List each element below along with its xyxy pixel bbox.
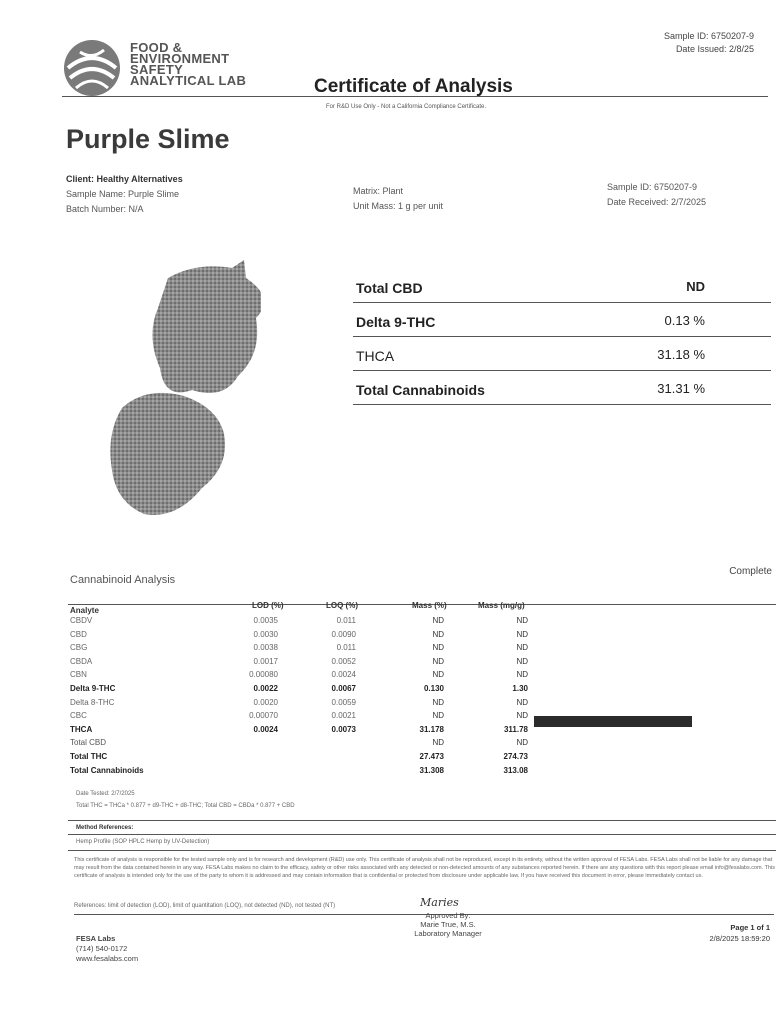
references: References: limit of detection (LOD), limit of quantitation (LOQ), not detected (ND), not tested (NT) <box>74 903 336 909</box>
cell-analyte: CBC <box>70 711 87 721</box>
cell-analyte: CBDA <box>70 656 93 666</box>
approval-block <box>412 911 484 938</box>
cell-mass-mg: ND <box>516 643 528 653</box>
lab-name-line: SAFETY <box>130 62 184 77</box>
cell-mass-pct: ND <box>432 629 444 639</box>
cell-mass-pct: ND <box>432 656 444 666</box>
column-header-mass-mg: Mass (mg/g) <box>478 601 525 610</box>
cell-lod: 0.0030 <box>253 629 278 639</box>
cell-mass-mg: ND <box>516 697 528 707</box>
cell-mass-mg: 1.30 <box>512 684 528 693</box>
certificate-subtitle: For R&D Use Only - Not a California Compliance Certificate. <box>326 104 487 110</box>
disclaimer: This certificate of analysis is responsible for the tested sample only and is for research and development (R&D) use only. This certificate of analysis shall not be reproduced, except in its entirety, without the written approval of FESA Labs. FESA Labs shall not be liable for any damage that may result from the data contained herein in any way. FESA Labs makes no claim to the efficacy, safety or other risks associated with any detected or non-detected amounts of any substances reported herein. If there are any questions with this report please email info@fesalabs.com. This certificate of analysis is intended only for the use of the party to whom it is addressed and may contain information that is confidential or protected from disclosure under applicable law. If you have received this document in error, please immediately contact us. <box>74 857 775 879</box>
summary-label: THCA <box>356 348 395 364</box>
cell-mass-mg: ND <box>516 629 528 639</box>
cell-mass-pct: 31.308 <box>419 765 444 775</box>
summary-row <box>353 336 771 371</box>
status-badge: Complete <box>729 566 772 577</box>
cell-mass-pct: 31.178 <box>419 724 444 734</box>
lab-contact <box>76 934 138 964</box>
column-header-loq: LOQ (%) <box>326 601 358 610</box>
cell-loq: 0.0059 <box>331 697 356 707</box>
cell-loq: 0.011 <box>336 643 356 653</box>
summary-label: Delta 9-THC <box>356 314 436 330</box>
summary-value: 31.31 % <box>657 381 705 396</box>
unit-mass: Unit Mass: 1 g per unit <box>353 201 444 211</box>
method-text: Hemp Profile (SOP HPLC Hemp by UV-Detection) <box>76 839 210 845</box>
cell-loq: 0.011 <box>336 616 356 625</box>
summary-value: ND <box>686 279 705 294</box>
cell-mass-mg: ND <box>516 738 528 748</box>
lab-name-line: ANALYTICAL LAB <box>130 73 247 88</box>
report-timestamp: 2/8/2025 18:59:20 <box>709 934 770 943</box>
cell-mass-mg: 313.08 <box>503 765 528 775</box>
summary-value: 31.18 % <box>657 347 705 362</box>
redaction-bar <box>534 716 692 727</box>
cell-mass-mg: 274.73 <box>503 752 528 761</box>
lab-name-line: ENVIRONMENT <box>130 51 230 66</box>
analysis-title: Cannabinoid Analysis <box>70 574 176 586</box>
cell-loq: 0.0024 <box>331 670 356 680</box>
summary-row <box>353 268 771 303</box>
cell-lod: 0.0017 <box>253 656 278 666</box>
page-info <box>710 922 770 944</box>
header-meta <box>664 30 754 56</box>
cell-mass-pct: ND <box>432 670 444 680</box>
client-name: Client: Healthy Alternatives <box>66 174 183 184</box>
cell-mass-pct: ND <box>432 711 444 721</box>
sample-name: Sample Name: Purple Slime <box>66 189 180 199</box>
summary-row <box>353 302 771 337</box>
cell-lod: 0.0035 <box>253 616 278 625</box>
sample-photo <box>106 258 261 528</box>
signature: Maries <box>420 896 459 909</box>
batch-number: Batch Number: N/A <box>66 204 144 214</box>
cell-analyte: Delta 9-THC <box>70 684 116 693</box>
cell-mass-pct: ND <box>432 697 444 707</box>
column-header-analyte: Analyte <box>70 606 99 615</box>
cell-mass-pct: 0.130 <box>423 684 444 693</box>
total-formula: Total THC = THCa * 0.877 + d9-THC + d8-THC; Total CBD = CBDa * 0.877 + CBD <box>76 803 295 809</box>
summary-label: Total Cannabinoids <box>356 382 485 398</box>
lab-logo-icon <box>62 38 122 98</box>
summary-row <box>353 370 771 405</box>
cell-analyte: CBG <box>70 643 88 653</box>
cell-mass-pct: ND <box>432 643 444 653</box>
matrix: Matrix: Plant <box>353 186 404 196</box>
cell-loq: 0.0090 <box>331 629 356 639</box>
cell-loq: 0.0021 <box>331 711 356 721</box>
cell-lod: 0.0038 <box>253 643 278 653</box>
cell-mass-mg: 311.78 <box>503 724 528 734</box>
header-sample-id: Sample ID: 6750207-9 <box>663 31 754 41</box>
cell-lod: 0.0020 <box>253 697 278 707</box>
cell-mass-mg: ND <box>516 656 528 666</box>
disclaimer-top-rule <box>68 850 776 851</box>
approved-by-label: Approved By: <box>425 911 471 920</box>
cell-lod: 0.0024 <box>253 724 278 734</box>
column-header-lod: LOD (%) <box>252 601 284 610</box>
date-received: Date Received: 2/7/2025 <box>607 197 707 207</box>
approver-name: Marie True, M.S. <box>420 920 476 929</box>
cell-analyte: Delta 8-THC <box>70 697 115 707</box>
lab-phone: (714) 540-0172 <box>76 944 128 953</box>
product-name: Purple Slime <box>66 124 230 154</box>
header-date-issued: Date Issued: 2/8/25 <box>675 44 754 54</box>
cell-mass-pct: 27.473 <box>419 752 444 761</box>
cell-mass-mg: ND <box>516 711 528 721</box>
cell-analyte: CBD <box>70 629 87 639</box>
method-rule <box>68 834 776 835</box>
cell-analyte: CBN <box>70 670 87 680</box>
page-number: Page 1 of 1 <box>730 923 770 932</box>
cell-mass-pct: ND <box>432 738 444 748</box>
cell-mass-mg: ND <box>516 670 528 680</box>
cell-analyte: Total CBD <box>70 738 107 748</box>
sample-info <box>607 180 706 210</box>
cell-loq: 0.0067 <box>331 684 356 693</box>
cell-analyte: THCA <box>70 724 93 734</box>
cell-lod: 0.00070 <box>249 711 278 721</box>
lab-logo-text <box>130 42 246 86</box>
matrix-info <box>353 184 443 214</box>
cell-mass-pct: ND <box>432 616 444 625</box>
sample-id: Sample ID: 6750207-9 <box>607 182 698 192</box>
approver-title: Laboratory Manager <box>414 929 482 938</box>
lab-name: FESA Labs <box>76 934 116 943</box>
cell-analyte: Total Cannabinoids <box>70 765 144 775</box>
cell-mass-mg: ND <box>516 616 528 625</box>
cell-lod: 0.0022 <box>253 684 278 693</box>
header-divider <box>62 96 768 97</box>
cell-analyte: CBDV <box>70 616 93 625</box>
date-tested: Date Tested: 2/7/2025 <box>76 791 135 797</box>
summary-label: Total CBD <box>356 280 423 296</box>
cell-loq: 0.0052 <box>331 656 356 666</box>
cell-loq: 0.0073 <box>331 724 356 734</box>
lab-name-line: FOOD & <box>130 40 183 55</box>
method-heading: Method References: <box>76 825 134 831</box>
method-top-rule <box>68 820 776 821</box>
column-header-mass-pct: Mass (%) <box>412 601 447 610</box>
cell-lod: 0.00080 <box>249 670 278 680</box>
cell-analyte: Total THC <box>70 752 108 761</box>
summary-value: 0.13 % <box>664 313 705 328</box>
lab-website[interactable]: www.fesalabs.com <box>76 954 139 963</box>
certificate-title: Certificate of Analysis <box>314 76 513 97</box>
client-info <box>66 172 183 217</box>
